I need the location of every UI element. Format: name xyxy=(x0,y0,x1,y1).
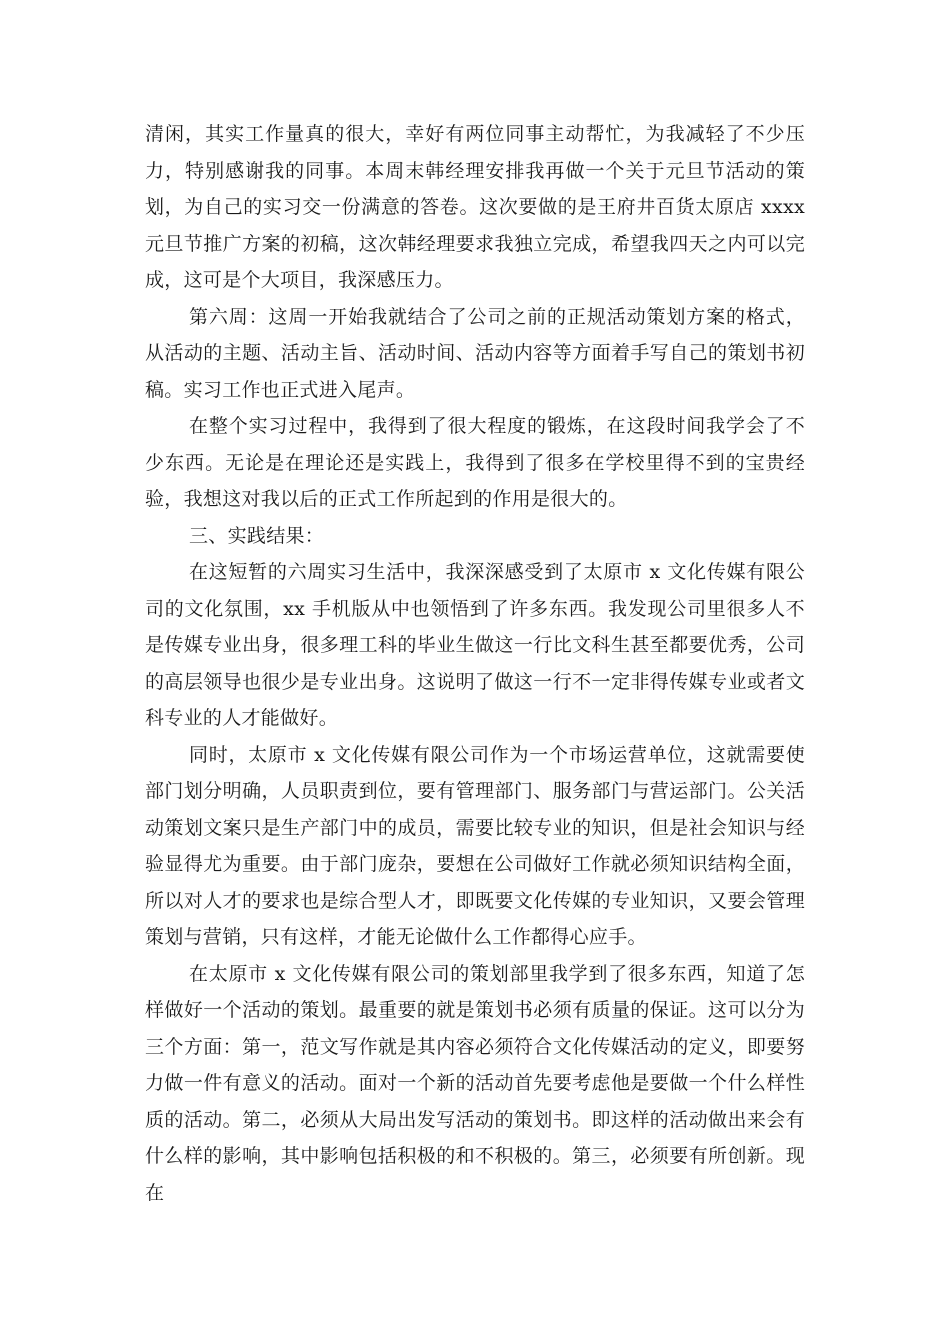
paragraph-planning-department: 在太原市 x 文化传媒有限公司的策划部里我学到了很多东西，知道了怎样做好一个活动的策划。最重要的就是策划书必须有质量的保证。这可以分为三个方面：第一，范文写作就是其内容必须符合文化传媒活动的定义，即要努力做一件有意义的活动。面对一个新的活动首先要考虑他是要做一个什么样性质的活动。第二，必须从大局出发写活动的策划书。即这样的活动做出来会有什么样的影响，其中影响包括积极的和不积极的。第三，必须要有所创新。现在 xyxy=(145,962,805,1204)
paragraph-continued: 清闲，其实工作量真的很大，幸好有两位同事主动帮忙，为我减轻了不少压力，特别感谢我的同事。本周末韩经理安排我再做一个关于元旦节活动的策划，为自己的实习交一份满意的答卷。这次要做的是王府井百货太原店 xxxx 元旦节推广方案的初稿，这次韩经理要求我独立完成，希望我四天之内可以完成，这可是个大项目，我深感压力。 xyxy=(145,123,805,291)
paragraph-internship-process: 在整个实习过程中，我得到了很大程度的锻炼，在这段时间我学会了不少东西。无论是在理论还是实践上，我得到了很多在学校里得不到的宝贵经验，我想这对我以后的正式工作所起到的作用是很大的。 xyxy=(145,415,805,510)
section-heading-practice-results: 三、实践结果： xyxy=(189,524,325,547)
paragraph-week-six: 第六周：这周一开始我就结合了公司之前的正规活动策划方案的格式，从活动的主题、活动主旨、活动时间、活动内容等方面着手写自己的策划书初稿。实习工作也正式进入尾声。 xyxy=(145,305,805,401)
paragraph-company-structure: 同时，太原市 x 文化传媒有限公司作为一个市场运营单位，这就需要使部门划分明确，人员职责到位，要有管理部门、服务部门与营运部门。公关活动策划文案只是生产部门中的成员，需要比较专业的知识，但是社会知识与经验显得尤为重要。由于部门庞杂，要想在公司做好工作就必须知识结构全面，所以对人才的要求也是综合型人才，即既要文化传媒的专业知识，又要会管理策划与营销，只有这样，才能无论做什么工作都得心应手。 xyxy=(145,743,805,948)
paragraph-six-weeks: 在这短暂的六周实习生活中，我深深感受到了太原市 x 文化传媒有限公司的文化氛围，xx 手机版从中也领悟到了许多东西。我发现公司里很多人不是传媒专业出身，很多理工科的毕业生做这一行比文科生甚至都要优秀，公司的高层领导也很少是专业出身。这说明了做这一行不一定非得传媒专业或者文科专业的人才能做好。 xyxy=(145,561,805,729)
document-body xyxy=(145,116,805,1211)
